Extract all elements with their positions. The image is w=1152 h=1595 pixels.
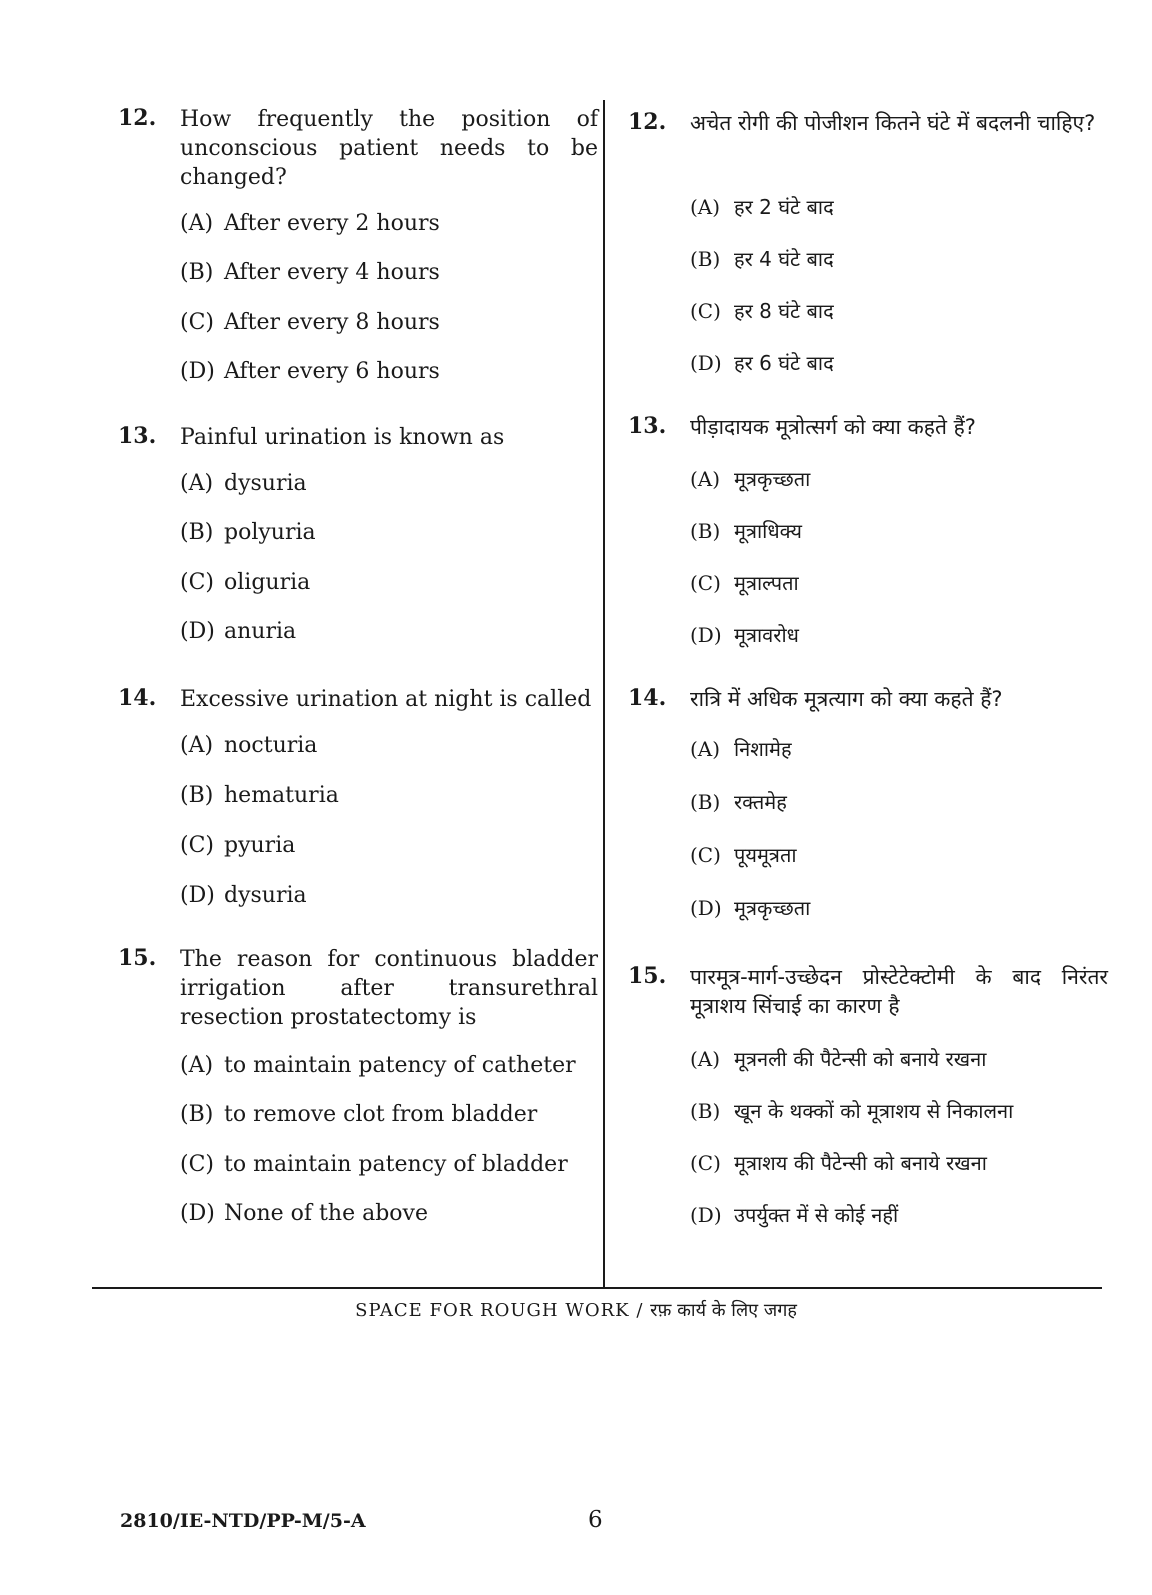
question-text: How frequently the position of unconscious patient needs to be changed? bbox=[180, 107, 598, 190]
option-b: (B) hematuria bbox=[180, 783, 339, 808]
option-c: (C) हर 8 घंटे बाद bbox=[690, 299, 834, 323]
option-a: (A) After every 2 hours bbox=[180, 211, 440, 236]
option-c: (C) पूयमूत्रता bbox=[690, 843, 797, 867]
option-a: (A) मूत्रनली की पैटेन्सी को बनाये रखना bbox=[690, 1047, 987, 1071]
question-number: 12. bbox=[628, 109, 667, 135]
horizontal-rule bbox=[92, 1287, 1102, 1289]
paper-code: 2810/IE-NTD/PP-M/5-A bbox=[120, 1510, 366, 1532]
question-number: 14. bbox=[118, 685, 157, 711]
option-b: (B) रक्तमेह bbox=[690, 790, 787, 814]
option-d: (D) anuria bbox=[180, 619, 297, 644]
column-divider bbox=[603, 100, 605, 1288]
question-text: अचेत रोगी की पोजीशन कितने घंटे में बदलनी चाहिए? bbox=[690, 111, 1096, 135]
option-b: (B) मूत्राधिक्य bbox=[690, 519, 802, 543]
question-text: पारमूत्र-मार्ग-उच्छेदन प्रोस्टेटेक्टोमी के बाद निरंतर मूत्राशय सिंचाई का कारण है bbox=[690, 965, 1108, 1018]
question-text: Excessive urination at night is called bbox=[180, 687, 592, 712]
option-d: (D) After every 6 hours bbox=[180, 359, 440, 384]
option-d: (D) dysuria bbox=[180, 883, 307, 908]
option-a: (A) dysuria bbox=[180, 471, 307, 496]
question-number: 13. bbox=[118, 423, 157, 449]
question-number: 15. bbox=[118, 945, 157, 971]
question-number: 13. bbox=[628, 413, 667, 439]
rough-work-separator: / bbox=[636, 1300, 644, 1321]
option-b: (B) हर 4 घंटे बाद bbox=[690, 247, 834, 271]
option-c: (C) मूत्राल्पता bbox=[690, 571, 799, 595]
question-text: पीड़ादायक मूत्रोत्सर्ग को क्या कहते हैं? bbox=[690, 415, 976, 439]
option-c: (C) pyuria bbox=[180, 833, 296, 858]
question-number: 14. bbox=[628, 685, 667, 711]
rough-work-heading bbox=[0, 1298, 1152, 1322]
question-text: Painful urination is known as bbox=[180, 425, 505, 450]
question-number: 12. bbox=[118, 105, 157, 131]
rough-work-en: SPACE FOR ROUGH WORK bbox=[355, 1300, 630, 1321]
option-d: (D) मूत्रावरोध bbox=[690, 623, 799, 647]
option-a: (A) मूत्रकृच्छता bbox=[690, 467, 811, 491]
rough-work-hi: रफ़ कार्य के लिए जगह bbox=[650, 1300, 797, 1321]
option-d: (D) उपर्युक्त में से कोई नहीं bbox=[690, 1203, 899, 1227]
question-text: रात्रि में अधिक मूत्रत्याग को क्या कहते हैं? bbox=[690, 687, 1003, 711]
option-d: (D) मूत्रकृच्छता bbox=[690, 896, 811, 920]
option-c: (C) to maintain patency of bladder bbox=[180, 1152, 568, 1177]
option-c: (C) मूत्राशय की पैटेन्सी को बनाये रखना bbox=[690, 1151, 987, 1175]
option-b: (B) polyuria bbox=[180, 520, 316, 545]
page-number: 6 bbox=[588, 1507, 603, 1533]
option-b: (B) खून के थक्कों को मूत्राशय से निकालना bbox=[690, 1099, 1014, 1123]
option-a: (A) निशामेह bbox=[690, 737, 792, 761]
option-b: (B) to remove clot from bladder bbox=[180, 1102, 538, 1127]
option-a: (A) हर 2 घंटे बाद bbox=[690, 195, 834, 219]
question-text: The reason for continuous bladder irrigation after transurethral resection prostatectomy is bbox=[180, 947, 598, 1030]
option-a: (A) nocturia bbox=[180, 733, 318, 758]
question-number: 15. bbox=[628, 963, 667, 989]
option-d: (D) None of the above bbox=[180, 1201, 428, 1226]
option-d: (D) हर 6 घंटे बाद bbox=[690, 351, 834, 375]
option-b: (B) After every 4 hours bbox=[180, 260, 440, 285]
option-c: (C) oliguria bbox=[180, 570, 311, 595]
option-c: (C) After every 8 hours bbox=[180, 310, 440, 335]
option-a: (A) to maintain patency of catheter bbox=[180, 1053, 576, 1078]
